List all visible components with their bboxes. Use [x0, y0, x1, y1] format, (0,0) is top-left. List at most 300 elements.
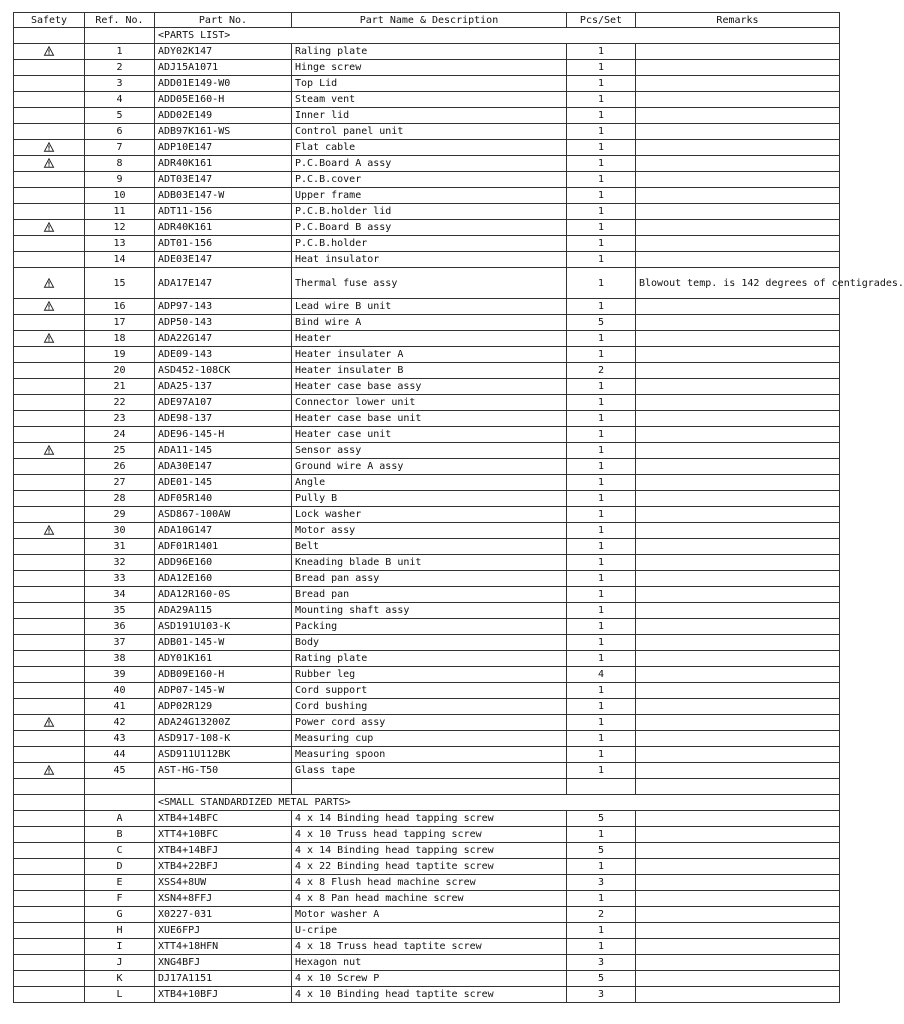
- part-name-cell: Thermal fuse assy: [292, 268, 567, 299]
- ref-no-cell: 17: [85, 315, 155, 331]
- pcs-cell: 1: [567, 379, 636, 395]
- table-row: [14, 939, 840, 955]
- safety-cell: [14, 44, 85, 60]
- pcs-cell: 1: [567, 619, 636, 635]
- part-name-cell: Mounting shaft assy: [292, 603, 567, 619]
- part-name-cell: Steam vent: [292, 92, 567, 108]
- remarks-cell: [636, 156, 840, 172]
- part-no-cell: XNG4BFJ: [155, 955, 292, 971]
- pcs-cell: 1: [567, 140, 636, 156]
- pcs-cell: 1: [567, 939, 636, 955]
- table-row: [14, 188, 840, 204]
- table-row: [14, 587, 840, 603]
- remarks-cell: [636, 843, 840, 859]
- safety-cell: [14, 427, 85, 443]
- safety-cell: [14, 603, 85, 619]
- table-row: [14, 555, 840, 571]
- part-name-cell: 4 x 22 Binding head taptite screw: [292, 859, 567, 875]
- pcs-cell: 5: [567, 971, 636, 987]
- pcs-cell: 1: [567, 891, 636, 907]
- table-row: [14, 731, 840, 747]
- ref-no-cell: F: [85, 891, 155, 907]
- ref-no-cell: 38: [85, 651, 155, 667]
- pcs-cell: 1: [567, 923, 636, 939]
- part-name-cell: Rubber leg: [292, 667, 567, 683]
- remarks-cell: [636, 172, 840, 188]
- remarks-cell: Blowout temp. is 142 degrees of centigrades.: [636, 268, 840, 299]
- table-row: [14, 204, 840, 220]
- part-no-cell: ASD452-108CK: [155, 363, 292, 379]
- ref-no-cell: L: [85, 987, 155, 1003]
- part-name-cell: 4 x 8 Flush head machine screw: [292, 875, 567, 891]
- part-no-cell: ASD917-108-K: [155, 731, 292, 747]
- ref-no-cell: 1: [85, 44, 155, 60]
- remarks-cell: [636, 491, 840, 507]
- pcs-cell: 1: [567, 715, 636, 731]
- pcs-cell: 1: [567, 108, 636, 124]
- ref-no-cell: 20: [85, 363, 155, 379]
- ref-no-cell: 19: [85, 347, 155, 363]
- table-row: [14, 699, 840, 715]
- part-name-cell: Bread pan assy: [292, 571, 567, 587]
- part-no-cell: XTB4+22BFJ: [155, 859, 292, 875]
- part-name-cell: Motor assy: [292, 523, 567, 539]
- ref-no-cell: 2: [85, 60, 155, 76]
- remarks-cell: [636, 92, 840, 108]
- table-row: [14, 331, 840, 347]
- table-row: [14, 363, 840, 379]
- table-row: [14, 220, 840, 236]
- part-name-cell: Bind wire A: [292, 315, 567, 331]
- pcs-cell: 1: [567, 555, 636, 571]
- ref-no-cell: 35: [85, 603, 155, 619]
- remarks-cell: [636, 747, 840, 763]
- safety-cell: [14, 491, 85, 507]
- table-row: [14, 395, 840, 411]
- part-name-cell: Hexagon nut: [292, 955, 567, 971]
- part-no-cell: ADA17E147: [155, 268, 292, 299]
- part-no-cell: XTB4+14BFJ: [155, 843, 292, 859]
- part-name-cell: P.C.B.cover: [292, 172, 567, 188]
- safety-cell: [14, 395, 85, 411]
- remarks-cell: [636, 395, 840, 411]
- warning-triangle-icon: [44, 301, 54, 311]
- ref-no-cell: 12: [85, 220, 155, 236]
- table-row: [14, 603, 840, 619]
- table-row: [14, 236, 840, 252]
- ref-no-cell: 32: [85, 555, 155, 571]
- part-name-cell: Flat cable: [292, 140, 567, 156]
- pcs-cell: 1: [567, 156, 636, 172]
- safety-cell: [14, 619, 85, 635]
- part-name-cell: Kneading blade B unit: [292, 555, 567, 571]
- ref-no-cell: 11: [85, 204, 155, 220]
- part-name-cell: Glass tape: [292, 763, 567, 779]
- warning-triangle-icon: [44, 142, 54, 152]
- header-remarks: Remarks: [636, 13, 840, 28]
- ref-no-cell: 28: [85, 491, 155, 507]
- pcs-cell: 1: [567, 44, 636, 60]
- safety-cell: [14, 347, 85, 363]
- header-part-no: Part No.: [155, 13, 292, 28]
- part-no-cell: AST-HG-T50: [155, 763, 292, 779]
- remarks-cell: [636, 124, 840, 140]
- part-name-cell: U-cripe: [292, 923, 567, 939]
- safety-cell: [14, 459, 85, 475]
- ref-no-cell: 27: [85, 475, 155, 491]
- ref-no-cell: 33: [85, 571, 155, 587]
- remarks-cell: [636, 763, 840, 779]
- part-no-cell: ADT03E147: [155, 172, 292, 188]
- part-name-cell: Measuring spoon: [292, 747, 567, 763]
- part-name-cell: Body: [292, 635, 567, 651]
- part-no-cell: ASD911U112BK: [155, 747, 292, 763]
- header-pcs-set: Pcs/Set: [567, 13, 636, 28]
- header-part-name: Part Name & Description: [292, 13, 567, 28]
- remarks-cell: [636, 955, 840, 971]
- table-row: [14, 252, 840, 268]
- part-name-cell: 4 x 18 Truss head taptite screw: [292, 939, 567, 955]
- pcs-cell: 1: [567, 603, 636, 619]
- pcs-cell: 4: [567, 667, 636, 683]
- table-row: [14, 76, 840, 92]
- safety-cell: [14, 92, 85, 108]
- part-name-cell: Heater case base assy: [292, 379, 567, 395]
- part-no-cell: ADP97-143: [155, 299, 292, 315]
- part-no-cell: ADR40K161: [155, 156, 292, 172]
- table-row: [14, 843, 840, 859]
- pcs-cell: 1: [567, 539, 636, 555]
- warning-triangle-icon: [44, 222, 54, 232]
- part-name-cell: Angle: [292, 475, 567, 491]
- safety-cell: [14, 188, 85, 204]
- table-row: [14, 827, 840, 843]
- part-no-cell: ADA24G13200Z: [155, 715, 292, 731]
- safety-cell: [14, 651, 85, 667]
- section-row-small-parts: [14, 795, 840, 811]
- table-row: [14, 379, 840, 395]
- safety-cell: [14, 108, 85, 124]
- part-no-cell: ADE01-145: [155, 475, 292, 491]
- part-name-cell: Belt: [292, 539, 567, 555]
- table-row: [14, 715, 840, 731]
- part-no-cell: ADE98-137: [155, 411, 292, 427]
- warning-triangle-icon: [44, 717, 54, 727]
- part-name-cell: P.C.Board B assy: [292, 220, 567, 236]
- table-row: [14, 971, 840, 987]
- remarks-cell: [636, 699, 840, 715]
- ref-no-cell: 7: [85, 140, 155, 156]
- table-row: [14, 108, 840, 124]
- remarks-cell: [636, 188, 840, 204]
- part-no-cell: XSN4+8FFJ: [155, 891, 292, 907]
- ref-no-cell: D: [85, 859, 155, 875]
- safety-cell: [14, 76, 85, 92]
- pcs-cell: 1: [567, 236, 636, 252]
- parts-table: [13, 12, 904, 1003]
- remarks-cell: [636, 60, 840, 76]
- pcs-cell: 2: [567, 363, 636, 379]
- remarks-cell: [636, 587, 840, 603]
- part-no-cell: ADA11-145: [155, 443, 292, 459]
- part-name-cell: 4 x 10 Truss head tapping screw: [292, 827, 567, 843]
- part-name-cell: Heater insulater A: [292, 347, 567, 363]
- parts-table-body: [14, 28, 904, 1003]
- part-no-cell: ADB09E160-H: [155, 667, 292, 683]
- pcs-cell: 1: [567, 204, 636, 220]
- safety-cell: [14, 363, 85, 379]
- ref-no-cell: 31: [85, 539, 155, 555]
- pcs-cell: 3: [567, 987, 636, 1003]
- ref-no-cell: 16: [85, 299, 155, 315]
- safety-cell: [14, 763, 85, 779]
- remarks-cell: [636, 715, 840, 731]
- ref-no-cell: 34: [85, 587, 155, 603]
- pcs-cell: 1: [567, 252, 636, 268]
- remarks-cell: [636, 363, 840, 379]
- remarks-cell: [636, 252, 840, 268]
- part-no-cell: ADY01K161: [155, 651, 292, 667]
- part-name-cell: Sensor assy: [292, 443, 567, 459]
- table-row: [14, 619, 840, 635]
- table-row: [14, 987, 840, 1003]
- remarks-cell: [636, 475, 840, 491]
- ref-no-cell: 22: [85, 395, 155, 411]
- part-no-cell: ASD867-100AW: [155, 507, 292, 523]
- remarks-cell: [636, 459, 840, 475]
- warning-triangle-icon: [44, 445, 54, 455]
- part-name-cell: Measuring cup: [292, 731, 567, 747]
- part-no-cell: ADP07-145-W: [155, 683, 292, 699]
- ref-no-cell: 24: [85, 427, 155, 443]
- pcs-cell: 1: [567, 124, 636, 140]
- safety-cell: [14, 667, 85, 683]
- remarks-cell: [636, 347, 840, 363]
- pcs-cell: 1: [567, 172, 636, 188]
- table-row: [14, 907, 840, 923]
- table-row: [14, 667, 840, 683]
- safety-cell: [14, 379, 85, 395]
- part-no-cell: XTT4+18HFN: [155, 939, 292, 955]
- part-no-cell: ADB03E147-W: [155, 188, 292, 204]
- safety-cell: [14, 875, 85, 891]
- part-no-cell: ADA25-137: [155, 379, 292, 395]
- part-no-cell: ADD02E149: [155, 108, 292, 124]
- table-row: [14, 299, 840, 315]
- ref-no-cell: 21: [85, 379, 155, 395]
- table-row: [14, 491, 840, 507]
- ref-no-cell: 44: [85, 747, 155, 763]
- table-row: [14, 315, 840, 331]
- part-no-cell: ADF01R1401: [155, 539, 292, 555]
- safety-cell: [14, 827, 85, 843]
- pcs-cell: 1: [567, 651, 636, 667]
- safety-cell: [14, 859, 85, 875]
- safety-cell: [14, 204, 85, 220]
- part-no-cell: ADJ15A1071: [155, 60, 292, 76]
- pcs-cell: 1: [567, 507, 636, 523]
- pcs-cell: 1: [567, 859, 636, 875]
- ref-no-cell: I: [85, 939, 155, 955]
- ref-no-cell: 41: [85, 699, 155, 715]
- remarks-cell: [636, 539, 840, 555]
- safety-cell: [14, 939, 85, 955]
- table-row: [14, 172, 840, 188]
- part-name-cell: 4 x 10 Binding head taptite screw: [292, 987, 567, 1003]
- safety-cell: [14, 252, 85, 268]
- part-name-cell: 4 x 8 Pan head machine screw: [292, 891, 567, 907]
- ref-no-cell: 3: [85, 76, 155, 92]
- pcs-cell: 1: [567, 827, 636, 843]
- ref-no-cell: 39: [85, 667, 155, 683]
- safety-cell: [14, 299, 85, 315]
- safety-cell: [14, 587, 85, 603]
- part-name-cell: Pully B: [292, 491, 567, 507]
- remarks-cell: [636, 891, 840, 907]
- safety-cell: [14, 220, 85, 236]
- warning-triangle-icon: [44, 278, 54, 288]
- table-row: [14, 683, 840, 699]
- part-no-cell: ADE97A107: [155, 395, 292, 411]
- part-name-cell: Inner lid: [292, 108, 567, 124]
- table-row: [14, 411, 840, 427]
- remarks-cell: [636, 651, 840, 667]
- safety-cell: [14, 411, 85, 427]
- safety-cell: [14, 555, 85, 571]
- header-safety: Safety: [14, 13, 85, 28]
- part-no-cell: ADF05R140: [155, 491, 292, 507]
- ref-no-cell: 18: [85, 331, 155, 347]
- part-no-cell: ADA12R160-0S: [155, 587, 292, 603]
- part-name-cell: Raling plate: [292, 44, 567, 60]
- ref-no-cell: 6: [85, 124, 155, 140]
- part-name-cell: Cord bushing: [292, 699, 567, 715]
- part-no-cell: ADE03E147: [155, 252, 292, 268]
- safety-cell: [14, 315, 85, 331]
- table-row: [14, 747, 840, 763]
- safety-cell: [14, 955, 85, 971]
- part-no-cell: ADP10E147: [155, 140, 292, 156]
- ref-no-cell: C: [85, 843, 155, 859]
- part-no-cell: ADE96-145-H: [155, 427, 292, 443]
- table-row: [14, 923, 840, 939]
- part-no-cell: ADT01-156: [155, 236, 292, 252]
- safety-cell: [14, 699, 85, 715]
- remarks-cell: [636, 523, 840, 539]
- pcs-cell: 1: [567, 92, 636, 108]
- part-no-cell: XUE6FPJ: [155, 923, 292, 939]
- warning-triangle-icon: [44, 158, 54, 168]
- part-name-cell: Top Lid: [292, 76, 567, 92]
- safety-cell: [14, 140, 85, 156]
- table-row: [14, 635, 840, 651]
- part-name-cell: Heater case base unit: [292, 411, 567, 427]
- ref-no-cell: 40: [85, 683, 155, 699]
- part-name-cell: Heat insulator: [292, 252, 567, 268]
- remarks-cell: [636, 379, 840, 395]
- table-row: [14, 443, 840, 459]
- part-name-cell: Power cord assy: [292, 715, 567, 731]
- table-row: [14, 44, 840, 60]
- part-name-cell: Heater insulater B: [292, 363, 567, 379]
- remarks-cell: [636, 204, 840, 220]
- ref-no-cell: 29: [85, 507, 155, 523]
- table-row: [14, 859, 840, 875]
- section-title-parts-list: <PARTS LIST>: [155, 28, 840, 44]
- part-no-cell: X0227-031: [155, 907, 292, 923]
- remarks-cell: [636, 571, 840, 587]
- safety-cell: [14, 443, 85, 459]
- ref-no-cell: 45: [85, 763, 155, 779]
- part-no-cell: ADT11-156: [155, 204, 292, 220]
- remarks-cell: [636, 315, 840, 331]
- pcs-cell: 2: [567, 907, 636, 923]
- remarks-cell: [636, 443, 840, 459]
- ref-no-cell: 4: [85, 92, 155, 108]
- part-name-cell: Upper frame: [292, 188, 567, 204]
- table-row: [14, 571, 840, 587]
- ref-no-cell: 23: [85, 411, 155, 427]
- ref-no-cell: 14: [85, 252, 155, 268]
- remarks-cell: [636, 76, 840, 92]
- remarks-cell: [636, 635, 840, 651]
- pcs-cell: 1: [567, 731, 636, 747]
- part-name-cell: Ground wire A assy: [292, 459, 567, 475]
- pcs-cell: 1: [567, 523, 636, 539]
- blank-row: [14, 779, 840, 795]
- safety-cell: [14, 843, 85, 859]
- part-no-cell: ADA10G147: [155, 523, 292, 539]
- remarks-cell: [636, 108, 840, 124]
- part-name-cell: 4 x 14 Binding head tapping screw: [292, 811, 567, 827]
- remarks-cell: [636, 827, 840, 843]
- table-row: [14, 523, 840, 539]
- table-row: [14, 507, 840, 523]
- table-row: [14, 427, 840, 443]
- remarks-cell: [636, 619, 840, 635]
- remarks-cell: [636, 683, 840, 699]
- safety-cell: [14, 907, 85, 923]
- table-row: [14, 475, 840, 491]
- table-row: [14, 651, 840, 667]
- pcs-cell: 3: [567, 875, 636, 891]
- table-row: [14, 124, 840, 140]
- pcs-cell: 1: [567, 571, 636, 587]
- part-no-cell: ADR40K161: [155, 220, 292, 236]
- part-no-cell: ADA22G147: [155, 331, 292, 347]
- safety-cell: [14, 523, 85, 539]
- part-no-cell: ADP02R129: [155, 699, 292, 715]
- ref-no-cell: 36: [85, 619, 155, 635]
- part-no-cell: XTT4+10BFC: [155, 827, 292, 843]
- remarks-cell: [636, 875, 840, 891]
- parts-list-sheet: [13, 12, 904, 1003]
- pcs-cell: 5: [567, 315, 636, 331]
- remarks-cell: [636, 811, 840, 827]
- part-name-cell: Connector lower unit: [292, 395, 567, 411]
- part-no-cell: ADA30E147: [155, 459, 292, 475]
- ref-no-cell: J: [85, 955, 155, 971]
- pcs-cell: 1: [567, 395, 636, 411]
- header-row: [14, 13, 840, 28]
- safety-cell: [14, 60, 85, 76]
- remarks-cell: [636, 44, 840, 60]
- pcs-cell: 1: [567, 699, 636, 715]
- remarks-cell: [636, 427, 840, 443]
- pcs-cell: 1: [567, 188, 636, 204]
- part-name-cell: Hinge screw: [292, 60, 567, 76]
- ref-no-cell: 26: [85, 459, 155, 475]
